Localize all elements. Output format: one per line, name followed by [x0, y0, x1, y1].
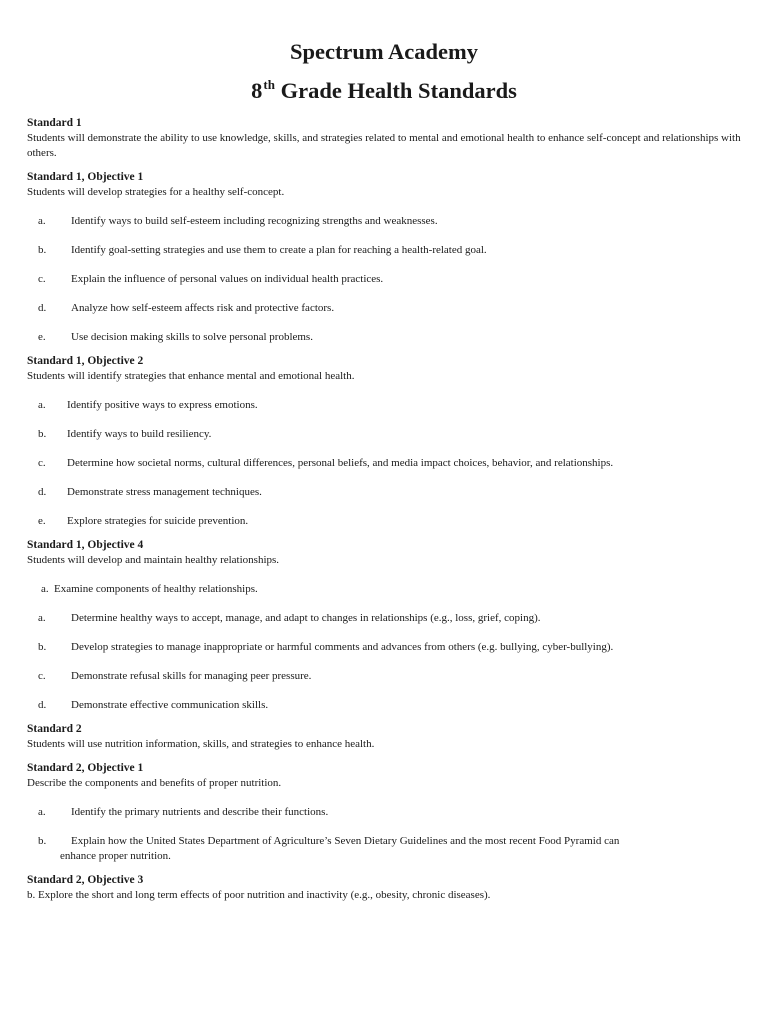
section-description: Students will develop strategies for a healthy self-concept. — [27, 186, 285, 198]
section-standard-2-objective-1 — [27, 761, 747, 864]
item-text: Identify ways to build resiliency. — [67, 428, 212, 440]
item-marker: d. — [38, 302, 47, 314]
list-item — [27, 398, 747, 413]
list-item — [27, 272, 747, 287]
list-item — [27, 514, 747, 529]
list-item — [27, 427, 747, 442]
item-marker: a. — [38, 806, 46, 818]
section-standard-1-objective-4 — [27, 538, 747, 713]
section-standard-2 — [27, 722, 747, 752]
section-standard-1 — [27, 116, 747, 161]
list-item — [27, 330, 747, 345]
item-marker: c. — [38, 670, 46, 682]
item-marker: a. — [38, 399, 46, 411]
item-text: Use decision making skills to solve personal problems. — [71, 331, 313, 343]
section-description: Students will develop and maintain healthy relationships. — [27, 554, 280, 566]
item-text: Determine how societal norms, cultural differences, personal beliefs, and media impact choices, behavior, and relationships. — [67, 457, 614, 469]
standards-body — [27, 116, 747, 903]
list-item — [27, 698, 747, 713]
item-text: Examine components of healthy relationships. — [54, 583, 258, 595]
list-item — [27, 640, 747, 655]
item-marker: a. — [38, 215, 46, 227]
list-item — [27, 582, 747, 597]
item-text: Explore strategies for suicide prevention. — [67, 515, 249, 527]
section-description: Students will demonstrate the ability to use knowledge, skills, and strategies related to mental and emotional health to enhance self-concept and relationships with others. — [27, 132, 741, 159]
item-text: Identify the primary nutrients and describe their functions. — [71, 806, 329, 818]
list-item — [27, 669, 747, 684]
item-text: Demonstrate effective communication skills. — [71, 699, 269, 711]
item-text: Demonstrate refusal skills for managing peer pressure. — [71, 670, 312, 682]
item-text: Identify positive ways to express emotions. — [67, 399, 258, 411]
section-heading: Standard 2, Objective 1 — [27, 762, 144, 774]
item-text: Determine healthy ways to accept, manage, and adapt to changes in relationships (e.g., loss, grief, coping). — [71, 612, 541, 624]
section-standard-1-objective-2 — [27, 354, 747, 529]
item-marker: b. — [38, 428, 47, 440]
item-marker: b. — [38, 835, 47, 847]
section-description: Describe the components and benefits of proper nutrition. — [27, 777, 282, 789]
item-marker: d. — [38, 699, 47, 711]
item-marker: a. — [38, 612, 46, 624]
list-item — [27, 301, 747, 316]
item-marker: d. — [38, 486, 47, 498]
section-description: Students will identify strategies that enhance mental and emotional health. — [27, 370, 355, 382]
item-marker: a. — [41, 583, 49, 595]
section-heading: Standard 1 — [27, 117, 82, 129]
section-standard-1-objective-1 — [27, 170, 747, 345]
subtitle-text: Grade Health Standards — [274, 78, 517, 103]
list-item — [27, 456, 747, 471]
list-item — [27, 611, 747, 626]
item-text: Explain how the United States Department of Agriculture’s Seven Dietary Guidelines and the most recent Food Pyramid can — [71, 835, 620, 847]
section-standard-2-objective-3 — [27, 873, 747, 903]
item-marker: e. — [38, 515, 46, 527]
item-text: Analyze how self-esteem affects risk and protective factors. — [71, 302, 335, 314]
item-text: Develop strategies to manage inappropriate or harmful comments and advances from others (e.g. bullying, cyber-bullying). — [71, 641, 614, 653]
section-heading: Standard 1, Objective 4 — [27, 539, 144, 551]
list-item — [27, 485, 747, 500]
item-text: Explain the influence of personal values on individual health practices. — [71, 273, 384, 285]
list-item — [27, 805, 747, 820]
list-item — [27, 243, 747, 258]
item-text: Identify goal-setting strategies and use them to create a plan for reaching a health-related goal. — [71, 244, 487, 256]
list-item — [27, 834, 747, 864]
section-description: Students will use nutrition information, skills, and strategies to enhance health. — [27, 738, 375, 750]
section-heading: Standard 2 — [27, 723, 82, 735]
item-marker: b. — [38, 244, 47, 256]
subtitle-grade: 8 — [251, 78, 263, 103]
item-marker: b. — [38, 641, 47, 653]
item-marker: c. — [38, 457, 46, 469]
section-heading: Standard 2, Objective 3 — [27, 874, 144, 886]
section-heading: Standard 1, Objective 2 — [27, 355, 144, 367]
item-text-continued: enhance proper nutrition. — [60, 850, 171, 862]
item-marker: c. — [38, 273, 46, 285]
subtitle-ordinal: th — [263, 77, 275, 92]
item-marker: e. — [38, 331, 46, 343]
page-title: Spectrum Academy — [289, 39, 479, 64]
section-heading: Standard 1, Objective 1 — [27, 171, 144, 183]
item-text: Demonstrate stress management techniques. — [67, 486, 262, 498]
page-subtitle — [0, 77, 768, 103]
list-item — [27, 214, 747, 229]
section-description: b. Explore the short and long term effects of poor nutrition and inactivity (e.g., obesity, chronic diseases). — [27, 889, 491, 901]
item-text: Identify ways to build self-esteem including recognizing strengths and weaknesses. — [71, 215, 438, 227]
